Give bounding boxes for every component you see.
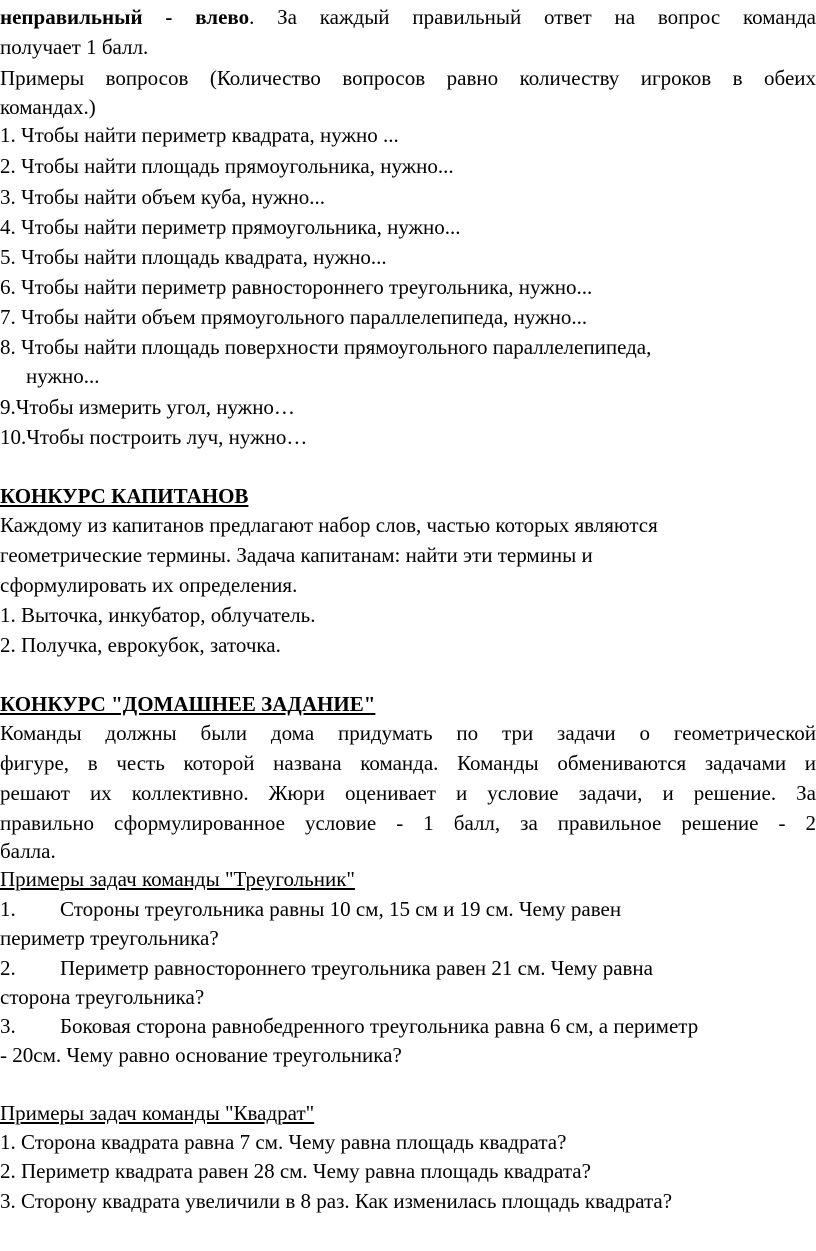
question-item: 7. Чтобы найти объем прямоугольного параллелепипеда, нужно... (0, 305, 588, 329)
homework-text-line: правильно сформулированное условие - 1 балл, за правильное решение - 2 (0, 811, 816, 835)
question-item: 9.Чтобы измерить угол, нужно… (0, 395, 295, 419)
task-number: 2. (0, 956, 16, 980)
task-text: Боковая сторона равнобедренного треугольника равна 6 см, а периметр (60, 1014, 699, 1038)
examples-intro-line-2: командах.) (0, 95, 96, 119)
triangle-task-continuation: - 20см. Чему равно основание треугольника? (0, 1043, 402, 1067)
homework-text-line: Команды должны были дома придумать по три задачи о геометрической (0, 721, 816, 745)
homework-text-line: балла. (0, 839, 56, 863)
square-examples-heading: Примеры задач команды "Квадрат" (0, 1101, 315, 1125)
intro-bold-text: неправильный - влево (0, 5, 250, 29)
square-task: 2. Периметр квадрата равен 28 см. Чему равна площадь квадрата? (0, 1159, 591, 1183)
question-item: 2. Чтобы найти площадь прямоугольника, нужно... (0, 154, 454, 178)
intro-line-2: получает 1 балл. (0, 35, 149, 59)
triangle-task-continuation: периметр треугольника? (0, 926, 219, 950)
homework-heading: КОНКУРС "ДОМАШНЕЕ ЗАДАНИЕ" (0, 692, 376, 716)
captains-word-set: 1. Выточка, инкубатор, облучатель. (0, 603, 316, 627)
question-item: 1. Чтобы найти периметр квадрата, нужно ... (0, 123, 399, 147)
task-text: Стороны треугольника равны 10 см, 15 см и 19 см. Чему равен (60, 897, 622, 921)
square-task: 3. Сторону квадрата увеличили в 8 раз. Как изменилась площадь квадрата? (0, 1189, 673, 1213)
question-item: 10.Чтобы построить луч, нужно… (0, 425, 308, 449)
triangle-examples-heading: Примеры задач команды "Треугольник" (0, 867, 355, 891)
task-number: 3. (0, 1014, 16, 1038)
captains-text-line: сформулировать их определения. (0, 573, 298, 597)
task-number: 1. (0, 897, 16, 921)
question-item: 4. Чтобы найти периметр прямоугольника, нужно... (0, 215, 461, 239)
triangle-task (0, 1011, 698, 1041)
question-item: 5. Чтобы найти площадь квадрата, нужно... (0, 245, 387, 269)
captains-word-set: 2. Получка, еврокубок, заточка. (0, 633, 281, 657)
captains-text-line: геометрические термины. Задача капитанам: найти эти термины и (0, 543, 593, 567)
triangle-task (0, 953, 653, 983)
examples-intro-line-1: Примеры вопросов (Количество вопросов равно количеству игроков в обеих (0, 66, 816, 90)
homework-text-line: решают их коллективно. Жюри оценивает и условие задачи, и решение. За (0, 781, 816, 805)
intro-line-1 (0, 2, 816, 32)
intro-rest-text: . За каждый правильный ответ на вопрос команда (249, 5, 816, 29)
question-item-continuation: нужно... (26, 364, 100, 388)
homework-text-line: фигуре, в честь которой названа команда. Команды обмениваются задачами и (0, 751, 816, 775)
task-text: Периметр равностороннего треугольника равен 21 см. Чему равна (60, 956, 653, 980)
question-item: 8. Чтобы найти площадь поверхности прямоугольного параллелепипеда, (0, 335, 652, 359)
square-task: 1. Сторона квадрата равна 7 см. Чему равна площадь квадрата? (0, 1130, 567, 1154)
captains-heading: КОНКУРС КАПИТАНОВ (0, 484, 249, 508)
question-item: 3. Чтобы найти объем куба, нужно... (0, 185, 326, 209)
triangle-task (0, 894, 621, 924)
captains-text-line: Каждому из капитанов предлагают набор слов, частью которых являются (0, 513, 658, 537)
triangle-task-continuation: сторона треугольника? (0, 985, 205, 1009)
question-item: 6. Чтобы найти периметр равностороннего треугольника, нужно... (0, 275, 593, 299)
